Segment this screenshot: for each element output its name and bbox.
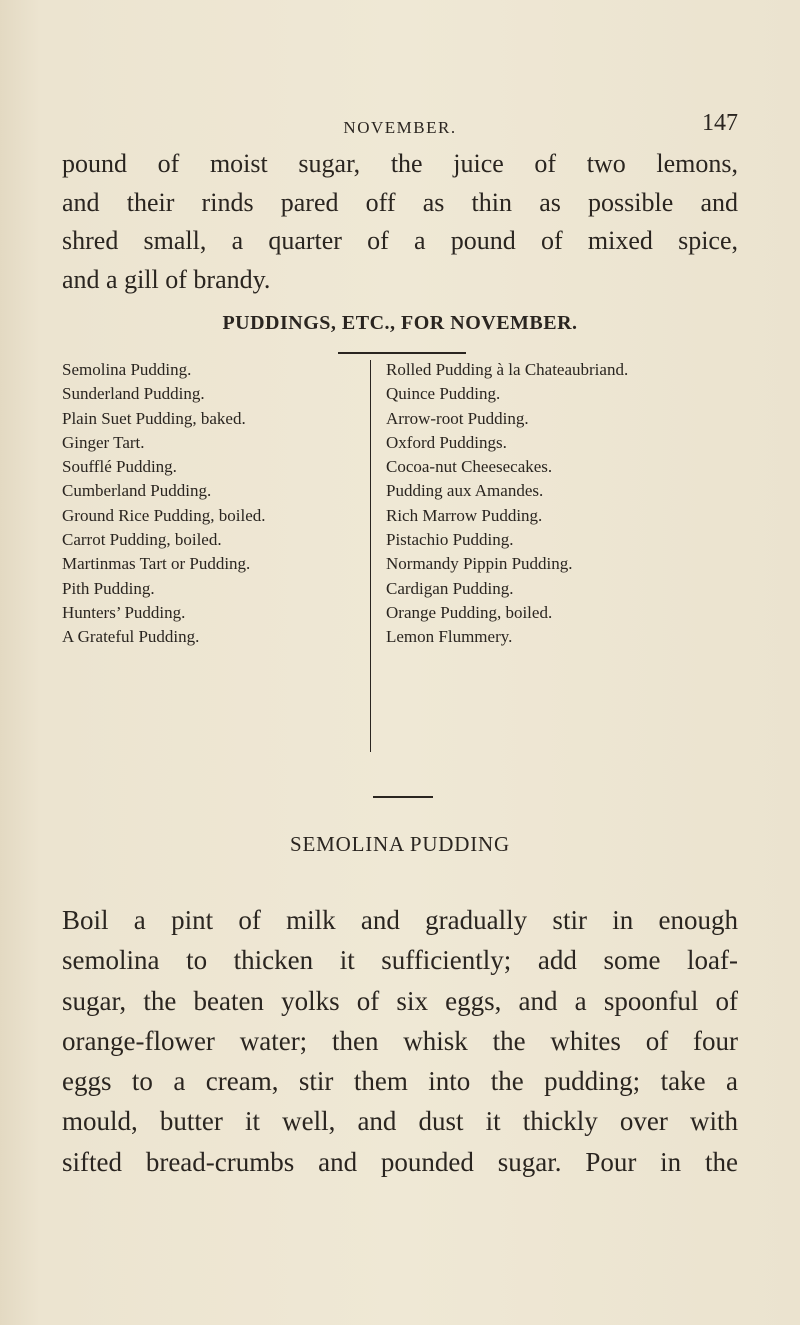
list-item: A Grateful Pudding. — [62, 627, 200, 647]
paragraph-line: mould, butter it well, and dust it thickly over with — [62, 1106, 738, 1137]
list-item: Lemon Flummery. — [386, 627, 513, 647]
list-item: Sunderland Pudding. — [62, 384, 205, 404]
pudding-list-left — [62, 358, 266, 650]
list-item: Orange Pudding, boiled. — [386, 602, 553, 622]
opening-paragraph — [62, 145, 738, 299]
running-title: NOVEMBER. — [343, 118, 457, 137]
list-item: Pith Pudding. — [62, 578, 155, 598]
list-item: Martinmas Tart or Pudding. — [62, 554, 251, 574]
paragraph-line: Boil a pint of milk and gradually stir in enough — [62, 905, 738, 935]
paragraph-line: sifted bread-crumbs and pounded sugar. Pour in the — [62, 1146, 738, 1177]
list-item: Oxford Puddings. — [386, 432, 507, 452]
list-item: Arrow-root Pudding. — [386, 408, 529, 428]
puddings-heading: PUDDINGS, ETC., FOR NOVEMBER. — [222, 312, 578, 334]
recipe-divider-rule — [373, 796, 433, 798]
list-item: Pistachio Pudding. — [386, 530, 514, 550]
list-item: Soufflé Pudding. — [62, 457, 177, 477]
list-item: Rolled Pudding à la Chateaubriand. — [386, 360, 629, 379]
list-item: Normandy Pippin Pudding. — [386, 554, 573, 574]
paragraph-line: sugar, the beaten yolks of six eggs, and a spoonful of — [62, 985, 738, 1016]
paragraph-line: and their rinds pared off as thin as possible and — [62, 187, 738, 217]
paragraph-line: orange-flower water; then whisk the whites of four — [62, 1025, 738, 1056]
column-divider — [370, 360, 371, 752]
list-item: Ground Rice Pudding, boiled. — [62, 505, 266, 525]
list-item: Pudding aux Amandes. — [386, 481, 544, 501]
list-item: Rich Marrow Pudding. — [386, 505, 543, 525]
list-item: Plain Suet Pudding, baked. — [62, 408, 246, 428]
list-item: Carrot Pudding, boiled. — [62, 530, 222, 550]
paragraph-line: eggs to a cream, stir them into the pudding; take a — [62, 1066, 738, 1097]
recipe-heading: SEMOLINA PUDDING — [290, 832, 510, 856]
list-item: Semolina Pudding. — [62, 360, 192, 379]
paragraph-line: shred small, a quarter of a pound of mixed spice, — [62, 226, 738, 255]
page-number: 147 — [702, 110, 738, 136]
recipe-paragraph — [62, 900, 738, 1182]
list-item: Quince Pudding. — [386, 384, 501, 404]
list-item: Cardigan Pudding. — [386, 578, 514, 598]
paragraph-line: semolina to thicken it sufficiently; add some loaf- — [62, 945, 738, 976]
section-divider-rule — [338, 352, 466, 354]
paragraph-line: and a gill of brandy. — [62, 264, 271, 294]
list-item: Cocoa-nut Cheesecakes. — [386, 457, 553, 477]
list-item: Cumberland Pudding. — [62, 481, 212, 501]
list-item: Ginger Tart. — [62, 432, 145, 452]
pudding-list-right — [386, 358, 628, 650]
list-item: Hunters’ Pudding. — [62, 602, 186, 622]
paragraph-line: pound of moist sugar, the juice of two lemons, — [62, 149, 738, 178]
